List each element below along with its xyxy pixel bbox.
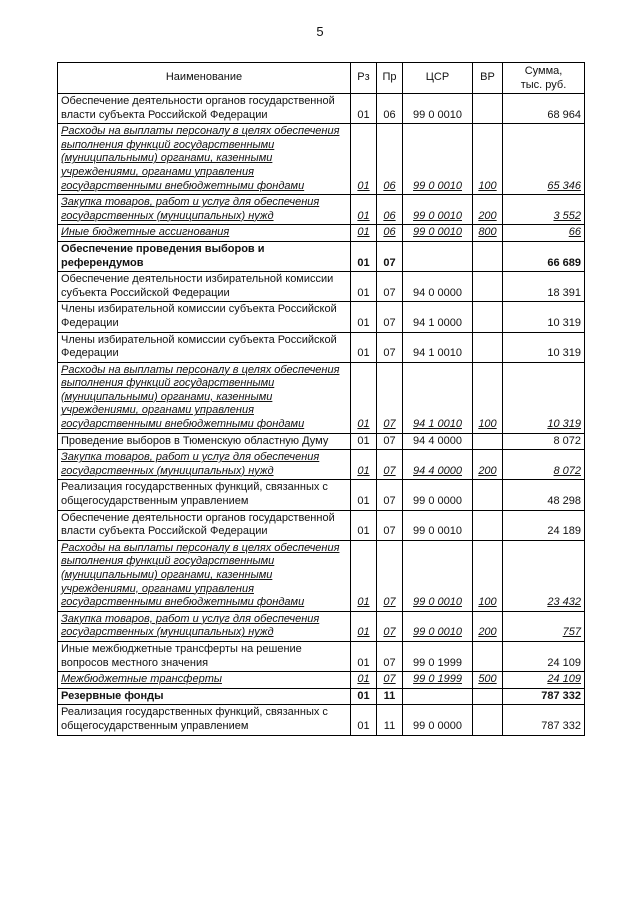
cell-name: Резервные фонды bbox=[58, 688, 351, 705]
cell-rz: 01 bbox=[351, 195, 377, 225]
cell-csr: 94 4 0000 bbox=[403, 450, 473, 480]
table-row bbox=[58, 480, 585, 510]
cell-vr: 100 bbox=[473, 362, 503, 433]
cell-name: Обеспечение проведения выборов и референдумов bbox=[58, 241, 351, 271]
table-row bbox=[58, 433, 585, 450]
cell-pr: 07 bbox=[377, 302, 403, 332]
cell-csr: 99 0 0000 bbox=[403, 480, 473, 510]
header-pr: Пр bbox=[377, 63, 403, 94]
cell-name: Расходы на выплаты персоналу в целях обеспечения выполнения функций государственными (муниципальными) органами, казенными учреждениями, органами управления государственными внебюджетными фондами bbox=[58, 362, 351, 433]
cell-rz: 01 bbox=[351, 641, 377, 671]
cell-name: Реализация государственных функций, связанных с общегосударственным управлением bbox=[58, 480, 351, 510]
table-row bbox=[58, 332, 585, 362]
cell-csr: 99 0 0010 bbox=[403, 94, 473, 124]
cell-sum: 24 109 bbox=[503, 672, 585, 689]
cell-vr bbox=[473, 302, 503, 332]
cell-name: Расходы на выплаты персоналу в целях обеспечения выполнения функций государственными (муниципальными) органами, казенными учреждениями, органами управления государственными внебюджетными фондами bbox=[58, 540, 351, 611]
table-row bbox=[58, 641, 585, 671]
cell-csr: 94 0 0000 bbox=[403, 272, 473, 302]
cell-pr: 06 bbox=[377, 195, 403, 225]
cell-vr: 100 bbox=[473, 540, 503, 611]
cell-rz: 01 bbox=[351, 480, 377, 510]
cell-pr: 06 bbox=[377, 94, 403, 124]
cell-csr: 94 1 0000 bbox=[403, 302, 473, 332]
cell-rz: 01 bbox=[351, 272, 377, 302]
cell-vr bbox=[473, 241, 503, 271]
cell-rz: 01 bbox=[351, 332, 377, 362]
header-name: Наименование bbox=[58, 63, 351, 94]
header-csr: ЦСР bbox=[403, 63, 473, 94]
cell-rz: 01 bbox=[351, 705, 377, 735]
cell-vr: 200 bbox=[473, 611, 503, 641]
table-row bbox=[58, 94, 585, 124]
cell-vr bbox=[473, 641, 503, 671]
cell-vr bbox=[473, 510, 503, 540]
cell-vr bbox=[473, 332, 503, 362]
cell-name: Закупка товаров, работ и услуг для обеспечения государственных (муниципальных) нужд bbox=[58, 195, 351, 225]
cell-sum: 10 319 bbox=[503, 332, 585, 362]
cell-pr: 07 bbox=[377, 241, 403, 271]
header-rz: Рз bbox=[351, 63, 377, 94]
cell-name: Члены избирательной комиссии субъекта Российской Федерации bbox=[58, 302, 351, 332]
cell-pr: 07 bbox=[377, 480, 403, 510]
cell-sum: 48 298 bbox=[503, 480, 585, 510]
cell-pr: 11 bbox=[377, 688, 403, 705]
cell-sum: 24 189 bbox=[503, 510, 585, 540]
cell-name: Закупка товаров, работ и услуг для обеспечения государственных (муниципальных) нужд bbox=[58, 450, 351, 480]
cell-rz: 01 bbox=[351, 688, 377, 705]
cell-rz: 01 bbox=[351, 302, 377, 332]
cell-vr: 200 bbox=[473, 195, 503, 225]
cell-rz: 01 bbox=[351, 362, 377, 433]
table-row bbox=[58, 225, 585, 242]
cell-name: Члены избирательной комиссии субъекта Российской Федерации bbox=[58, 332, 351, 362]
cell-sum: 10 319 bbox=[503, 362, 585, 433]
cell-pr: 07 bbox=[377, 332, 403, 362]
cell-rz: 01 bbox=[351, 611, 377, 641]
cell-csr: 99 0 0010 bbox=[403, 124, 473, 195]
cell-sum: 68 964 bbox=[503, 94, 585, 124]
table-row bbox=[58, 302, 585, 332]
cell-rz: 01 bbox=[351, 672, 377, 689]
cell-sum: 18 391 bbox=[503, 272, 585, 302]
cell-vr bbox=[473, 688, 503, 705]
cell-pr: 07 bbox=[377, 450, 403, 480]
cell-csr: 99 0 0010 bbox=[403, 225, 473, 242]
cell-name: Межбюджетные трансферты bbox=[58, 672, 351, 689]
cell-name: Проведение выборов в Тюменскую областную Думу bbox=[58, 433, 351, 450]
cell-sum: 3 552 bbox=[503, 195, 585, 225]
cell-name: Иные межбюджетные трансферты на решение вопросов местного значения bbox=[58, 641, 351, 671]
cell-vr: 200 bbox=[473, 450, 503, 480]
cell-vr: 500 bbox=[473, 672, 503, 689]
cell-sum: 787 332 bbox=[503, 688, 585, 705]
cell-rz: 01 bbox=[351, 510, 377, 540]
table-row bbox=[58, 510, 585, 540]
cell-name: Иные бюджетные ассигнования bbox=[58, 225, 351, 242]
cell-csr: 99 0 0000 bbox=[403, 705, 473, 735]
cell-name: Закупка товаров, работ и услуг для обеспечения государственных (муниципальных) нужд bbox=[58, 611, 351, 641]
cell-pr: 07 bbox=[377, 433, 403, 450]
cell-pr: 07 bbox=[377, 510, 403, 540]
cell-rz: 01 bbox=[351, 225, 377, 242]
table-row bbox=[58, 611, 585, 641]
cell-vr bbox=[473, 272, 503, 302]
cell-vr: 100 bbox=[473, 124, 503, 195]
cell-name: Обеспечение деятельности органов государственной власти субъекта Российской Федерации bbox=[58, 510, 351, 540]
table-header-row bbox=[58, 63, 585, 94]
cell-csr: 99 0 0010 bbox=[403, 195, 473, 225]
table-row bbox=[58, 195, 585, 225]
cell-pr: 07 bbox=[377, 362, 403, 433]
cell-csr: 94 1 0010 bbox=[403, 362, 473, 433]
table-row bbox=[58, 540, 585, 611]
table-row bbox=[58, 450, 585, 480]
cell-csr bbox=[403, 241, 473, 271]
cell-sum: 24 109 bbox=[503, 641, 585, 671]
cell-vr: 800 bbox=[473, 225, 503, 242]
cell-name: Реализация государственных функций, связанных с общегосударственным управлением bbox=[58, 705, 351, 735]
cell-pr: 11 bbox=[377, 705, 403, 735]
cell-rz: 01 bbox=[351, 124, 377, 195]
cell-csr: 99 0 1999 bbox=[403, 672, 473, 689]
cell-rz: 01 bbox=[351, 450, 377, 480]
cell-sum: 757 bbox=[503, 611, 585, 641]
cell-vr bbox=[473, 433, 503, 450]
cell-name: Расходы на выплаты персоналу в целях обеспечения выполнения функций государственными (муниципальными) органами, казенными учреждениями, органами управления государственными внебюджетными фондами bbox=[58, 124, 351, 195]
table-row bbox=[58, 705, 585, 735]
budget-table bbox=[57, 62, 585, 736]
cell-pr: 07 bbox=[377, 672, 403, 689]
cell-pr: 07 bbox=[377, 540, 403, 611]
cell-pr: 07 bbox=[377, 641, 403, 671]
cell-csr: 99 0 0010 bbox=[403, 611, 473, 641]
cell-csr: 99 0 0010 bbox=[403, 510, 473, 540]
table-row bbox=[58, 688, 585, 705]
cell-csr: 99 0 0010 bbox=[403, 540, 473, 611]
cell-name: Обеспечение деятельности избирательной комиссии субъекта Российской Федерации bbox=[58, 272, 351, 302]
page-number: 5 bbox=[316, 24, 324, 39]
cell-name: Обеспечение деятельности органов государственной власти субъекта Российской Федерации bbox=[58, 94, 351, 124]
cell-rz: 01 bbox=[351, 94, 377, 124]
table-row bbox=[58, 672, 585, 689]
cell-sum: 787 332 bbox=[503, 705, 585, 735]
cell-sum: 65 346 bbox=[503, 124, 585, 195]
cell-sum: 8 072 bbox=[503, 450, 585, 480]
cell-vr bbox=[473, 705, 503, 735]
table-row bbox=[58, 362, 585, 433]
cell-pr: 06 bbox=[377, 124, 403, 195]
table-row bbox=[58, 272, 585, 302]
cell-rz: 01 bbox=[351, 433, 377, 450]
cell-pr: 07 bbox=[377, 611, 403, 641]
cell-rz: 01 bbox=[351, 540, 377, 611]
cell-csr: 94 1 0010 bbox=[403, 332, 473, 362]
cell-csr: 94 4 0000 bbox=[403, 433, 473, 450]
cell-vr bbox=[473, 480, 503, 510]
cell-csr: 99 0 1999 bbox=[403, 641, 473, 671]
table-row bbox=[58, 124, 585, 195]
table-row bbox=[58, 241, 585, 271]
cell-vr bbox=[473, 94, 503, 124]
header-vr: ВР bbox=[473, 63, 503, 94]
cell-sum: 66 689 bbox=[503, 241, 585, 271]
cell-sum: 23 432 bbox=[503, 540, 585, 611]
cell-sum: 66 bbox=[503, 225, 585, 242]
cell-pr: 07 bbox=[377, 272, 403, 302]
cell-csr bbox=[403, 688, 473, 705]
cell-sum: 10 319 bbox=[503, 302, 585, 332]
cell-rz: 01 bbox=[351, 241, 377, 271]
header-sum: Сумма, тыс. руб. bbox=[503, 63, 585, 94]
cell-pr: 06 bbox=[377, 225, 403, 242]
cell-sum: 8 072 bbox=[503, 433, 585, 450]
